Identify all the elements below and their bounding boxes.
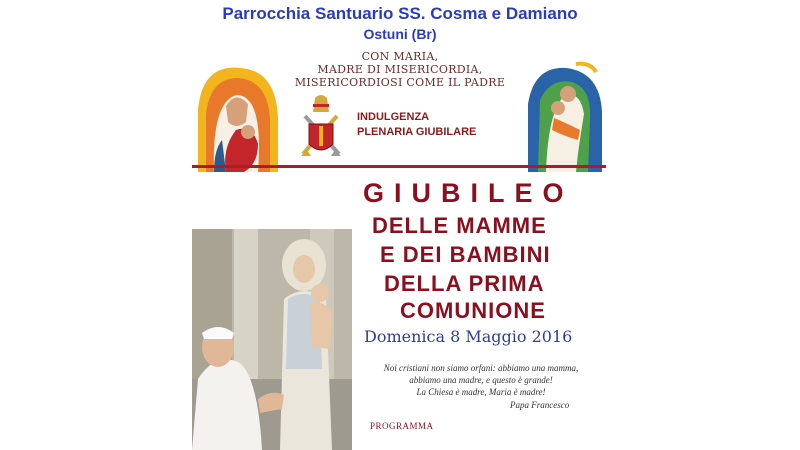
pope-quote (380, 362, 582, 398)
motto-line: MISERICORDIOSI COME IL PADRE (294, 76, 506, 89)
indulgence-label (357, 110, 476, 140)
parish-city: Ostuni (Br) (363, 26, 437, 42)
indulgence-line: PLENARIA GIUBILARE (357, 126, 477, 138)
headline-line-4: COMUNIONE (400, 298, 546, 323)
motto-line: MADRE DI MISERICORDIA, (317, 63, 483, 76)
quote-author: Papa Francesco (510, 400, 570, 410)
parish-title: Parrocchia Santuario SS. Cosma e Damiano (222, 4, 578, 23)
headline-line-3: DELLA PRIMA (384, 271, 545, 296)
headline-line-1: DELLE MAMME (372, 213, 547, 238)
quote-line: La Chiesa è madre, Maria è madre! (416, 387, 546, 397)
pope-with-statue-photo (192, 229, 352, 450)
event-date: Domenica 8 Maggio 2016 (364, 327, 573, 346)
banner-divider (192, 165, 606, 168)
programma-label: PROGRAMMA (370, 421, 434, 431)
quote-line: abbiamo una madre, e questo è grande! (409, 375, 553, 385)
jubilee-logo-icon (520, 60, 606, 172)
indulgence-line: INDULGENZA (357, 111, 430, 123)
headline-line-2: E DEI BAMBINI (380, 242, 551, 267)
main-title: GIUBILEO (363, 178, 574, 208)
motto-line: CON MARIA, (361, 50, 439, 63)
papal-coat-of-arms-icon (297, 94, 345, 162)
madonna-icon (192, 60, 282, 172)
quote-line: Noi cristiani non siamo orfani: abbiamo una mamma, (383, 363, 579, 373)
jubilee-motto (285, 50, 515, 89)
